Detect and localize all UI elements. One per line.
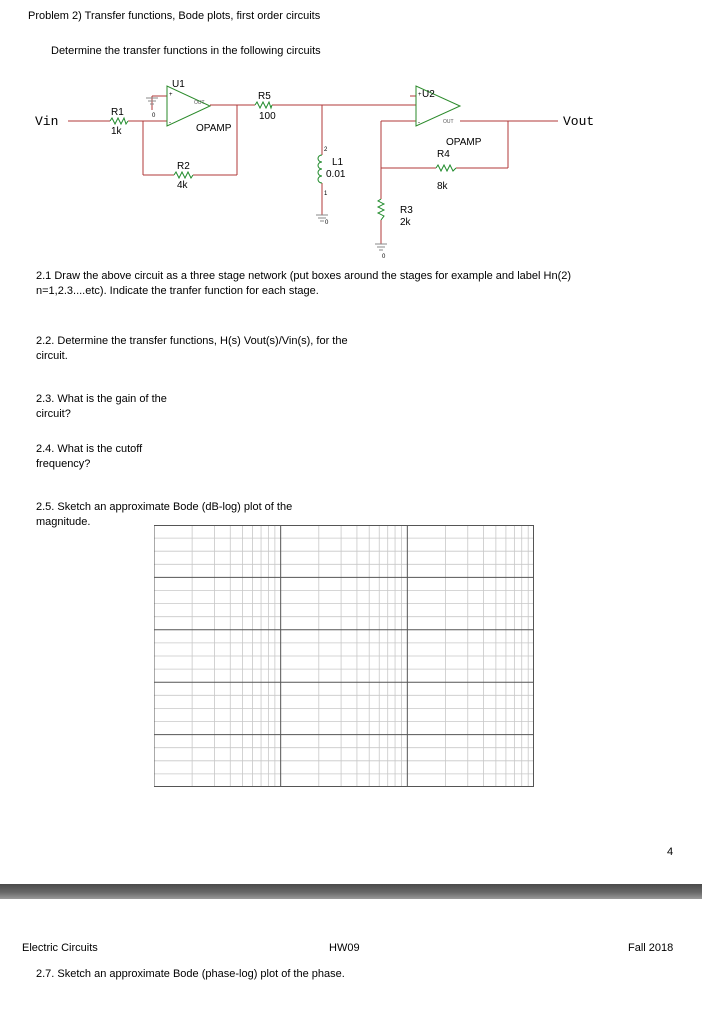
l1-ground-label: 0 xyxy=(325,220,329,226)
question-2-4: 2.4. What is the cutoff frequency? xyxy=(36,443,143,470)
footer-course: Electric Circuits xyxy=(22,942,98,954)
r2-name: R2 xyxy=(177,161,190,172)
footer-homework: HW09 xyxy=(329,942,360,954)
u2-out-pin: OUT xyxy=(443,119,454,125)
u2-name: U2 xyxy=(422,89,435,100)
r3-ground-symbol xyxy=(375,244,387,250)
u2-plus-sign: + xyxy=(418,92,422,98)
l1-name: L1 xyxy=(332,157,344,168)
r5-resistor xyxy=(255,102,272,108)
question-2-2: 2.2. Determine the transfer functions, H(s) Vout(s)/Vin(s), for the circuit. xyxy=(36,335,348,362)
r3-ground-label: 0 xyxy=(382,254,386,260)
problem-title: Problem 2) Transfer functions, Bode plots, first order circuits xyxy=(28,10,321,22)
r1-value: 1k xyxy=(111,126,122,137)
r5-name: R5 xyxy=(258,91,271,102)
l1-value: 0.01 xyxy=(326,169,346,180)
u1-minus-sign: - xyxy=(169,120,171,126)
u1-opamp-label: OPAMP xyxy=(196,123,232,134)
r4-value: 8k xyxy=(437,181,448,192)
u1-plus-sign: + xyxy=(169,92,173,98)
u2-minus-sign: - xyxy=(418,120,420,126)
r2-value: 4k xyxy=(177,180,188,191)
r4-resistor xyxy=(436,165,456,171)
u1-name: U1 xyxy=(172,79,185,90)
u2-opamp-label: OPAMP xyxy=(446,137,482,148)
r3-name: R3 xyxy=(400,205,413,216)
r1-resistor xyxy=(110,118,128,124)
vin-label: Vin xyxy=(35,114,59,129)
u1-ground-label: 0 xyxy=(152,113,156,119)
bode-magnitude-grid xyxy=(154,525,534,787)
r1-name: R1 xyxy=(111,107,124,118)
question-2-7: 2.7. Sketch an approximate Bode (phase-log) plot of the phase. xyxy=(36,968,345,980)
question-2-5: 2.5. Sketch an approximate Bode (dB-log) plot of the magnitude. xyxy=(36,501,293,528)
vout-label: Vout xyxy=(563,114,595,129)
question-2-1: 2.1 Draw the above circuit as a three stage network (put boxes around the stages for example and label Hn(2) n=1,2.3....etc). Indicate the tranfer function for each stage. xyxy=(36,270,572,297)
r5-value: 100 xyxy=(259,111,276,122)
u1-opamp-symbol xyxy=(167,86,210,126)
page-number: 4 xyxy=(667,846,674,858)
footer-term: Fall 2018 xyxy=(628,942,674,954)
r4-name: R4 xyxy=(437,149,450,160)
l1-inductor xyxy=(318,155,322,183)
l1-pin-top: 2 xyxy=(324,147,328,153)
r3-value: 2k xyxy=(400,217,411,228)
page-separator-band xyxy=(0,884,702,899)
r3-resistor xyxy=(378,199,384,220)
r2-resistor xyxy=(174,172,193,178)
instruction-text: Determine the transfer functions in the following circuits xyxy=(51,45,321,57)
l1-pin-bottom: 1 xyxy=(324,191,328,197)
question-2-3: 2.3. What is the gain of the circuit? xyxy=(36,393,167,420)
circuit-schematic xyxy=(0,0,702,270)
u1-out-pin: OUT xyxy=(194,100,205,106)
